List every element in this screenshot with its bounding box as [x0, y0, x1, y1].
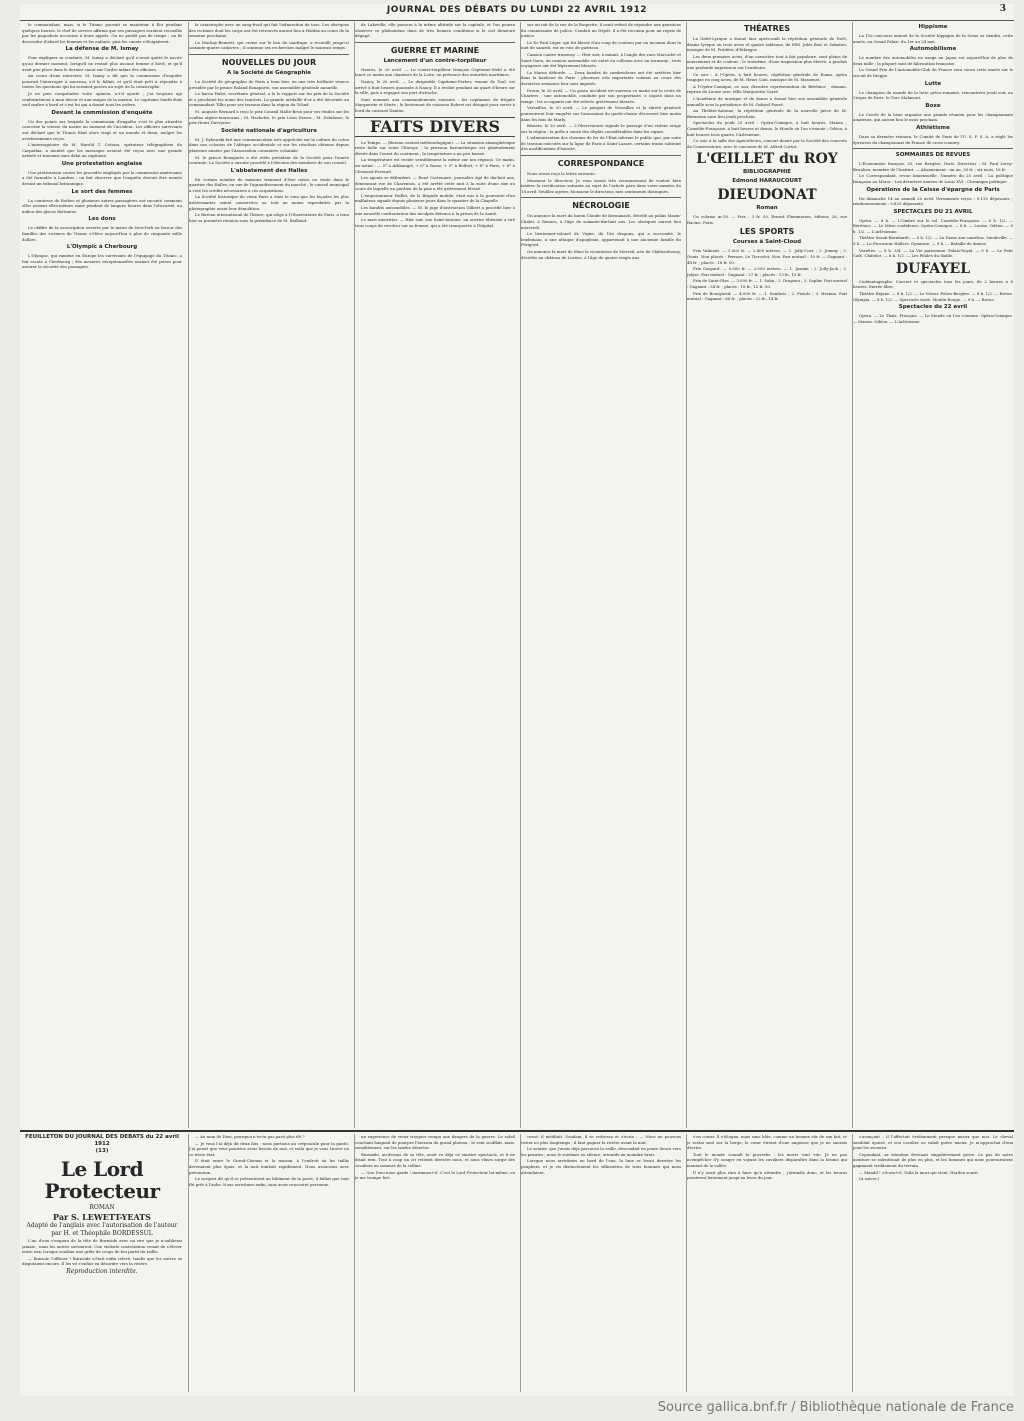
article-paragraph: Au cours d'une interview, M. Ismay a dit que la commission d'enquête pourrait l'interroger à nouveau, s'il le fallait, et qu'il était prêt à répondre à toutes les questions qui lui seraient posées au sujet de la catastrophe. — [22, 73, 182, 90]
article-paragraph: Un des points sur lesquels la commission d'enquête s'est le plus attardée concerne la vitesse du navire au moment de l'accident. Les officiers survivants ont déclaré que le Titanic filait alors vingt et un nœuds et demi, malgré les avertissements reçus. — [22, 118, 182, 141]
section-rule — [853, 148, 1013, 149]
article-paragraph: La Société de géographie de Paris a tenu hier, en une très brillante séance présidée par le prince Roland Bonaparte, son assemblée générale annuelle. — [189, 78, 349, 90]
article-paragraph: Prix de Saint-Olse. — 3.000 fr. — 1. Saba ; 2. Drapeau ; 3. Saphir. Pari mutuel : Gagnant : 34 fr. ; placés : 18 fr., 12 fr. 50. — [687, 278, 847, 290]
section-heading: A la Société de Géographie — [226, 69, 311, 76]
article-paragraph: Le champion du monde de la lutte gréco-romaine, rencontrera jeudi soir, au Cirque de Paris, le Turc Mahmout. — [853, 89, 1013, 101]
article-paragraph: M. J. Dybowski fait une communication très appréciée sur la culture du coton dans nos colonies de l'Afrique occidentale et sur les résultats obtenus depuis plusieurs années par l'Association cotonnière coloniale. — [189, 136, 349, 153]
feuilleton-paragraph: Le sergent dit qu'il se présenterait au bâtiment de la porte, il fallait que tout fût prêt à l'aube. Nous arrivâmes enfin, sans avoir rencontré personne. — [189, 1176, 349, 1187]
article-paragraph: Dans sa dernière réunion, le Comité de Paris de l'U. S. F. S. A. a réglé les épreuves du championnat de France de cross-country. — [853, 133, 1013, 145]
article-paragraph: Nous avons reçu la lettre suivante : — [527, 171, 598, 177]
feuilleton-paragraph: s'avançant ; il l'affectait évidemment presque mieux que moi. Le cheval semblait épuisé, et son cavalier ne valait guère mieux. Je m'approchai d'eux pour les secourir. — [853, 1134, 1013, 1151]
article-paragraph: L'Économiste français, 35, rue Bergère, Paris. Directeur : M. Paul Leroy-Beaulieu, membre de l'Institut. — Abonnement : un an, 30 fr. ; six mois, 16 fr. — [853, 161, 1013, 172]
feuilleton-adaptation: Adapté de l'anglais avec l'autorisation de l'auteur par H. et Théophile BORDESSUL — [26, 1222, 178, 1237]
section-heading: Opérations de la Caisse d'épargne de Paris — [866, 186, 1000, 193]
feuilleton-column-5 — [686, 1134, 847, 1392]
section-heading: Athlétisme — [916, 124, 950, 131]
section-heading: Courses à Saint-Cloud — [732, 239, 802, 246]
article-paragraph: Le baron Hulot, secrétaire général, a lu le rapport sur les prix de la Société et a proclamé les noms des lauréats. La grande médaille d'or a été décernée au commandant Tilho pour ses travaux dans la région du Tchad. — [189, 91, 349, 108]
article-paragraph: Nancy, le 20 avril. — Le dirigeable Capitaine-Ferber, venant de Toul, est arrivé à huit heures quarante à Nancy. Il a évolué pendant un quart d'heure sur la ville, puis a regagné son port d'attache. — [355, 78, 515, 96]
article-paragraph: En certain nombre de maisons viennent d'être mises en vente dans le quartier des Halles, en vue de l'agrandissement du marché ; le conseil municipal a voté les crédits nécessaires à ces acquisitions. — [189, 176, 349, 193]
article-paragraph: Le Correspondant, revue bimensuelle. Numéro du 25 avril : La politique française au Maroc ; Les dernières années de Louis XVI ; Chronique politique. — [853, 173, 1013, 184]
section-heading: THÉATRES — [743, 24, 791, 33]
section-heading: La défense de M. Ismay — [65, 46, 139, 53]
article-paragraph: Au Théâtre-Antoine, la répétition générale de la nouvelle pièce de M. Bernstein aura lieu jeudi prochain. — [687, 108, 847, 119]
reproduction-notice: Reproduction interdite. — [66, 1267, 138, 1275]
article-paragraph: L'interrogatoire de M. Harold T. Cottam, opérateur télégraphiste du Carpathia, a montré que les messages avaient été reçus avec une grande netteté et transmis sans délai au capitaine. — [22, 142, 182, 159]
section-heading: Une protestation anglaise — [61, 160, 143, 167]
feuilleton-column-2 — [188, 1134, 349, 1392]
section-heading: Le sort des femmes — [71, 188, 133, 195]
article-paragraph: Théâtre Réjane. — 8 h. 1/2. — Le Voleur. Folies-Bergère. — 8 h. 1/2. — Revue. Olympia. — 8 h. 1/2. — Spectacle varié. Moulin-Rouge. — 9 h. — Revue. — [853, 291, 1013, 302]
article-paragraph: sur un toit de la rue de la Roquette, il avait refusé de répondre aux questions du commissaire de police. Conduit au Dépôt, il a été reconnu pour un repris de justice. — [521, 22, 681, 39]
article-paragraph: Cinématographe. Concert et spectacles tous les jours, de 2 heures à 6 heures. Entrée libre. — [853, 278, 1013, 290]
article-paragraph: Le Mackay-Bennett, qui croise sur le lieu du naufrage, a recueilli jusqu'ici soixante-quatre cadavres ; il continue ses recherches malgré le mauvais temps. — [189, 39, 349, 51]
section-heading: NOUVELLES DU JOUR — [221, 57, 317, 67]
article-paragraph: Un volume in-18. — Prix : 3 fr. 50. Ernest Flammarion, éditeur, 26, rue Racine, Paris. — [687, 214, 847, 225]
article-paragraph: Le Temps. — (Bureau central météorologique). — La situation atmosphérique reste belle sur toute l'Europe ; la pression barométrique est généralement élevée dans l'ouest du continent ; la température a un peu baissé. — [355, 139, 515, 156]
article-paragraph: Le Bureau international de l'heure, qui siège à l'Observatoire de Paris, a tenu hier sa première réunion sous la présidence de M. Baillaud. — [189, 212, 349, 223]
feuilleton-paragraph: Il n'y avait plus rien à faire qu'à attendre ; j'attendis donc, et les heures passèrent lentement jusqu'au lever du jour. — [687, 1169, 847, 1181]
article-paragraph: La Société historique du vieux Paris a émis le vœu que les façades les plus intéressantes soient conservées ou tout au moins reproduites par la photographie avant leur démolition. — [189, 194, 349, 211]
article-paragraph: Le lieutenant-colonel de Vigier, du 18e dragons, qui a succombé, le lendemain, à une attaque d'apoplexie, appartenait à une ancienne famille du Périgord. — [521, 231, 681, 248]
article-paragraph: Ce soir, à la salle des Agriculteurs, concert donné par la Société des concerts du Conservatoire, avec le concours de M. Alfred Cortot. — [687, 138, 847, 149]
article-paragraph: Une protestation contre les procédés employés par la commission américaine a été formulée à Londres ; on fait observer que l'enquête devrait être menée devant un tribunal britannique. — [22, 169, 182, 187]
article-paragraph: Je ne puis comprendre votre opinion, a-t-il ajouté ; j'ai toujours agi conformément à mon devoir et aux usages de la marine. Le capitaine Smith était seul maître à bord et c'est lui qui a donné tous les ordres. — [22, 90, 182, 108]
article-paragraph: L'Académie de musique et de danse a donné hier son assemblée générale annuelle sous la présidence de M. Gabriel Fauré. — [687, 95, 847, 107]
article-paragraph: Variétés. — 8 h. 3/4. — La Vie parisienne. Palais-Royal. — 9 h. — Le Petit Café. Châtelet. — 8 h. 1/2. — Les Pilules du diable. — [853, 247, 1013, 259]
feuilleton-paragraph: — Je vous l'ai déjà dit deux fois : nous partions au crépuscule pour la garde. J'ai pensé que vous pourriez avoir besoin de moi, et voilà que je vous trouve en ce triste état. — [189, 1140, 349, 1157]
advertisement-title: DUFAYEL — [895, 260, 971, 277]
masthead-title: JOURNAL DES DÉBATS DU LUNDI 22 AVRIL 1912 — [386, 5, 648, 15]
news-column-2 — [188, 22, 349, 1128]
section-heading: L'abbatement des Halles — [230, 167, 308, 174]
article-paragraph: Sont nommés aux commandements suivants : les capitaines de frégate Marguerite et Sénès ; le lieutenant de vaisseau Robert est désigné pour servir à bord du cuirassé Danton. — [355, 96, 515, 113]
article-paragraph: la catastrophe avec un sang-froid qui fait l'admiration de tous. Les obsèques des victimes dont les corps ont été retrouvés auront lieu à Halifax au cours de la semaine prochaine. — [189, 22, 349, 39]
feuilleton-divider — [20, 1130, 1014, 1132]
news-column-3 — [354, 22, 515, 1128]
feuilleton-paragraph: cessé, il méditait. Soudain, il se redressa et s'écria : — Nous ne pouvons rester ici plus longtemps ; il faut gagner la rivière avant la nuit. — [521, 1134, 681, 1145]
article-paragraph: Le nombre des automobiles en usage au Japon est aujourd'hui de plus de deux mille ; la plupart sont de fabrication française. — [853, 55, 1013, 66]
section-heading: Edmond HARAUCOURT — [732, 178, 802, 185]
feuilleton-paragraph: s'en courir. Il s'éloigna, mais sans hâte, comme un homme sûr de son fait, et je restai seul sur la berge, le cœur étreint d'une angoisse que je ne saurais décrire. — [687, 1134, 847, 1151]
feuilleton-paragraph: Le sentier, que j'avais déjà parcouru la veille, descendait en pente douce vers les prairies ; nous le suivîmes en silence, attentifs au moindre bruit. — [521, 1146, 681, 1157]
running-header — [20, 4, 1014, 21]
feuilleton-column-3 — [354, 1134, 515, 1392]
feuilleton-paragraph: — Au nom de Dieu, pourquoi n'es-tu pas parti plus tôt ? — [195, 1134, 305, 1139]
section-heading: Roman — [756, 205, 778, 212]
article-paragraph: On annonce la mort de Mme la vicomtesse de Merveil, née de Châteaubourg, décédée au château de Lestiac, à l'âge de quatre-vingts ans. — [521, 249, 681, 260]
section-heading: Boxe — [925, 102, 941, 109]
section-heading: GUERRE ET MARINE — [390, 45, 480, 55]
article-paragraph: Béziers, le 20 avril. — L'Observatoire signale le passage d'un violent orage sur la région ; la grêle a causé des dégâts considérables dans les vignes. — [521, 123, 681, 134]
section-rule — [189, 54, 349, 55]
feuilleton-title: Le Lord Protecteur — [44, 1157, 160, 1203]
article-paragraph: Versailles, le 20 avril. — Le parquet de Versailles et la sûreté générale poursuivent leur enquête sur l'assassinat du garde-chasse découvert hier matin dans les bois de Marly. — [521, 105, 681, 122]
section-heading: Lancement d'un contre-torpilleur — [383, 57, 487, 64]
article-paragraph: Monsieur le directeur, Je vous serais très reconnaissant de vouloir bien insérer la rectification suivante au sujet de l'article paru dans votre numéro du 18 avril. Veuillez agréer, Monsieur le directeur, mes sentiments distingués. — [521, 177, 681, 194]
article-paragraph: Les bandits automobiles. — M. le juge d'instruction Gilbert a procédé hier à une nouvelle confrontation des inculpés détenus à la prison de la Santé. — [355, 205, 515, 216]
feuilleton-header: FEUILLETON DU JOURNAL DES DÉBATS du 22 avril 1912 — [25, 1134, 179, 1147]
article-paragraph: Le chiffre de la souscription ouverte par le maire de New-York en faveur des familles des victimes du Titanic s'élève aujourd'hui à plus de cinquante mille dollars. — [22, 225, 182, 242]
feuilleton-column-6 — [852, 1134, 1013, 1392]
feuilleton-paragraph: — Que Dieu nous garde ! murmura-t-il. C'est le Lord Protecteur lui-même, ou je me trompe fort. — [355, 1169, 515, 1181]
article-paragraph: M. le prince Bonaparte a été réélu président de la Société pour l'année courante. La Société a ensuite procédé à l'élection des membres de son conseil. — [189, 154, 349, 166]
source-credit: Source gallica.bnf.fr / Bibliothèque nationale de France — [657, 1400, 1014, 1415]
article-paragraph: Opéra. — Le Thaïs. Français. — Le Monde où l'on s'ennuie. Opéra-Comique. — Manon. Odéon. — L'Arlésienne. — [853, 313, 1013, 324]
section-heading: SOMMAIRES DE REVUES — [895, 152, 971, 159]
article-paragraph: le commandant, mais, si le Titanic pouvait se maintenir à flot pendant quelques heures, le chef de service affirma que ses passagers seraient recueillis par les paquebots accourus à leurs appels. On ne perdit pas de temps ; on fit descendre d'abord les femmes et les enfants, puis les canots s'éloignèrent. — [22, 22, 182, 44]
section-rule — [521, 155, 681, 156]
article-paragraph: Ce soir : A l'Opéra, à huit heures, répétition générale de Roma, opéra tragique en cinq actes, de M. Henri Cain, musique de M. Massenet. — [687, 71, 847, 83]
section-heading: Devant la commission d'enquête — [51, 109, 153, 116]
article-paragraph: L'administration des chemins de fer de l'État informe le public que, par suite de travaux exécutés sur la ligne de Paris à Saint-Lazare, certains trains subiront des modifications d'horaire. — [521, 135, 681, 152]
section-rule — [521, 197, 681, 198]
article-paragraph: Les agents se défendent. — René Cortenaire, journalier âgé de dix-huit ans, demeurant rue de Charenton, a été arrêté cette nuit à la suite d'une rixe au cours de laquelle un gardien de la paix a été grièvement blessé. — [355, 175, 515, 192]
section-heading: Lutte — [924, 80, 942, 87]
article-paragraph: de Lakeville, elle passera à la même altitude sur la capitale, et l'on pourra observer ce phénomène dans de très bonnes conditions si le ciel demeure dégagé. — [355, 22, 515, 39]
section-heading: BIBLIOGRAPHIE — [742, 169, 792, 176]
faits-divers-heading: FAITS DIVERS — [355, 117, 515, 137]
advertisement-title: DIEUDONAT — [717, 187, 817, 204]
article-paragraph: Prix de Bourgneuf. — 4.000 fr. — 1. Sambrio ; 2. Pistole ; 3. Hermia. Pari mutuel : Gagnant : 68 fr. ; placés : 22 fr., 14 fr. — [687, 290, 847, 302]
section-heading: Spectacles du 22 avril — [898, 304, 968, 311]
feuilleton-paragraph: Cependant, sa situation devenait singulièrement grave. Le pas de notre monture se ralentissait de plus en plus, et les hommes qui nous poursuivaient gagnaient visiblement du terrain. — [853, 1151, 1013, 1168]
feuilleton-author: Par S. LEWETT-YEATS — [53, 1212, 151, 1222]
article-paragraph: Opéra. — 8 h. — L'Ombre sur le sol. Comédie-Française. — 8 h. 1/2. — Bérénice. — Le Mitre confidence. Opéra-Comique. — 8 h. — Louise. Odéon. — 8 h. 1/2. — L'Arlésienne. — [853, 217, 1013, 234]
section-heading: LES SPORTS — [739, 227, 795, 237]
section-heading: CORRESPONDANCE — [557, 159, 645, 169]
feuilleton-column-4 — [520, 1134, 681, 1392]
section-heading: Automobilisme — [909, 46, 957, 53]
article-paragraph: Prix Gaspard. — 5.000 fr. — 2.000 mètres. — 1. Jasmin ; 2. Jolly-Jack ; 3. Jalyse. Pari mutuel : Gagnant : 27 fr. ; placés : 13 fr., 15 fr. — [687, 266, 847, 277]
feuilleton-paragraph: Lorsque nous arrivâmes au bord de l'eau, la lune se levait derrière les peupliers, et je vis distinctement les silhouettes de trois hommes qui nous attendaient. — [521, 1158, 681, 1175]
news-column-5 — [686, 22, 847, 1128]
news-column-6 — [852, 22, 1013, 1128]
article-paragraph: Camion contre tramway. — Hier soir, à minuit, à l'angle des rues Marcadet et Saint-Ouen, un camion automobile est entré en collision avec un tramway ; trois voyageurs ont été légèrement blessés. — [521, 51, 681, 69]
article-paragraph: L'Olympic, qui ramène en Europe les survivants de l'équipage du Titanic, a fait escale à Cherbourg ; des mesures exceptionnelles avaient été prises pour assurer la sécurité des passagers. — [22, 253, 182, 270]
article-paragraph: La Gaîté-Lyrique a donné hier après-midi la répétition générale de Noël, drame lyrique en trois actes et quatre tableaux, de MM. Jules Bois et Sabatier, musique de M. Frédéric d'Erlanger. — [687, 36, 847, 53]
article-paragraph: Nantes, le 20 avril. — Le contre-torpilleur français Capitaine-Mehl a été lancé ce matin aux chantiers de la Loire, en présence des autorités maritimes. — [355, 66, 515, 78]
advertisement-title: L'ŒILLET du ROY — [696, 151, 838, 168]
section-heading: Les dons — [88, 216, 116, 223]
section-heading: SPECTACLES DU 21 AVRIL — [893, 208, 973, 215]
feuilleton-paragraph: Tout le monde connaît le proverbe : les morts vont vite. Je ne pus m'empêcher d'y songer en voyant les cavaliers disparaître dans la brume qui montait de la vallée. — [687, 1151, 847, 1168]
article-paragraph: A l'Opéra-Comique, ce soir, dernière représentation de Bérénice ; demain, reprise de Louise avec Mlle Marguerite Carré. — [687, 83, 847, 95]
article-paragraph: Le Grand Prix de l'Automobile-Club de France sera couru cette année sur le circuit de Dieppe. — [853, 67, 1013, 78]
feuilleton-paragraph: un experience de vieux troupier rompu aux dangers de la guerre. Le soleil couchant baignait de pourpre l'horizon du grand plateau ; le vent soufflait, mais, sensiblement, sur les landes désertes. — [355, 1134, 515, 1151]
feuilleton-number: (13) — [95, 1148, 109, 1154]
section-heading: L'Olympic à Cherbourg — [66, 244, 138, 251]
feuilleton-genre: ROMAN — [89, 1204, 115, 1211]
article-paragraph: La comtesse de Rothes et plusieurs autres passagères ont raconté comment elles avaient elles-mêmes ramé pendant de longues heures dans l'obscurité, au milieu des glaces flottantes. — [22, 197, 182, 214]
feuilleton-paragraph: L'un d'eux s'empara de la tête de Burnside avec un rire que je n'oublierai jamais ; mais les autres survinrent. Une violente contestation venait de s'élever entre eux, lorsque soudain une grêle de coups de feu partit du taillis. — [22, 1238, 182, 1255]
feuilleton-paragraph: — Mandil ! s'écria-t-il. Voilà la mort qui vient. Harden sourit. — [859, 1169, 980, 1175]
feuilleton-column-1 — [22, 1134, 182, 1392]
feuilleton-paragraph: Burnside, au-dessus de sa tête, avait vu déjà ce sinistre spectacle, et il ne disait rien. Tout à coup un cri retentit derrière nous, et nous vîmes surgir des cavaliers au sommet de la colline. — [355, 1151, 515, 1168]
page-number: 3 — [999, 4, 1006, 14]
feuilleton-paragraph: (A suivre.) — [859, 1176, 880, 1182]
article-paragraph: Dreux, le 20 avril. — Un grave accident est survenu ce matin sur la route de Chartres : une automobile, conduite par son propriétaire, a capoté dans un virage ; les occupants ont été relevés grièvement blessés. — [521, 87, 681, 104]
news-column-1 — [22, 22, 182, 1128]
section-heading: NÉCROLOGIE — [572, 201, 630, 211]
feuilleton-paragraph: Il était entre le Grand-Chemin et la maison, à l'endroit où les taillis devenaient plus épais, et la nuit tombait rapidement. Nous avancions avec précaution. — [189, 1158, 349, 1175]
section-rule — [355, 42, 515, 43]
section-heading: Hippisme — [918, 24, 948, 30]
article-paragraph: Prix Valmont. — 3.000 fr. — 2.400 mètres. — 1. Jolly-Coer ; 2. Jemmy ; 3. Ouais. Non placés : Ferrare, Le Tiercelet, Nox. Pari mutuel : 10 fr. — Gagnant : 48 fr. ; placés : 18 fr. 50. — [687, 248, 847, 265]
section-heading: Société nationale d'agriculture — [221, 127, 317, 134]
article-paragraph: La 15e concours annuel de la Société hippique de la Seine se tiendra, cette année, au Grand Palais, du 1er au 24 mai. — [853, 33, 1013, 44]
article-paragraph: Théâtre Sarah-Bernhardt. — 8 h. 1/2. — La Dame aux camélias. Vaudeville. — 9 h. — Le Procureur Hallers. Gymnase. — 9 h. — Bataille de dames. — [853, 235, 1013, 247]
article-paragraph: Le Cercle de la boxe organise une grande réunion pour les championnats amateurs, qui auront lieu le mois prochain. — [853, 111, 1013, 123]
article-paragraph: On annonce la mort du baron Claude de Kermanach, décédé au palais Mazin-Chalet, à Rennes, à l'âge de soixante-dix-huit ans. Les obsèques auront lieu mercredi. — [521, 213, 681, 230]
newspaper-page — [20, 4, 1014, 1396]
article-paragraph: M. Auguste Bernard a reçu le prix Conrad Malte-Brun pour ses études sur les confins algéro-marocains ; M. Hachette, le prix Léon Dewez ; M. Delafosse, le prix Henri Duveyrier. — [189, 108, 349, 126]
article-paragraph: La Marne déborde. — Deux bandes de cambrioleurs ont été arrêtées hier dans la banlieue de Paris ; plusieurs vols importants commis au cours des dernières semaines leur sont imputés. — [521, 69, 681, 86]
article-paragraph: Spectacles du jeudi 25 avril : Opéra-Comique, à huit heures, Manon ; Comédie-Française, à huit heures et demie, le Monde où l'on s'ennuie ; Odéon, à huit heures trois quarts, l'Arlésienne. — [687, 120, 847, 137]
article-paragraph: La température est restée sensiblement la même sur nos régions. Ce matin, on notait : — 5° à Arkhangel, + 6° à Rome, + 5° à Belfort, + 8° à Paris, + 6° à Clermont-Ferrand. — [355, 157, 515, 174]
article-paragraph: Du dimanche 14 au samedi 20 avril. Versements reçus : 9.115 déposants ; remboursements : 5.820 déposants. — [853, 195, 1013, 207]
article-paragraph: L'empoisonneur Paillet, de la Brigade mobile, était mis à la poursuite d'un malfaiteur signalé depuis plusieurs jours dans le quartier de la Chapelle. — [355, 192, 515, 204]
article-paragraph: Les deux premiers actes, d'un caractère tout à fait populaire, sont pleins de mouvement et de couleur ; le troisième, d'une inspiration plus élevée, a produit une profonde impression sur l'auditoire. — [687, 53, 847, 70]
article-paragraph: Le mari meurtrier. — Hier soir, rue Saint-Antoine, un ouvrier ébéniste a tiré trois coups de revolver sur sa femme, qui a été transportée à l'hôpital. — [355, 217, 515, 228]
news-column-4 — [520, 22, 681, 1128]
article-paragraph: Le Dr Paul Léger, qui fut blessé d'un coup de couteau par un inconnu dans la nuit de samedi, est en voie de guérison. — [521, 39, 681, 51]
feuilleton-paragraph: — Bonsoir, l'officier ! Burnside s'était enfin relevé, tandis que les autres se disputaient encore. Il les vit s'enfuir en désordre vers la rivière. — [22, 1255, 182, 1267]
article-paragraph: Pour expliquer sa conduite, M. Ismay a déclaré qu'il n'avait quitté le navire qu'au dernier moment, lorsqu'il ne restait plus aucune femme à bord, et qu'il avait pris place dans le dernier canot sur l'ordre même des officiers. — [22, 55, 182, 72]
